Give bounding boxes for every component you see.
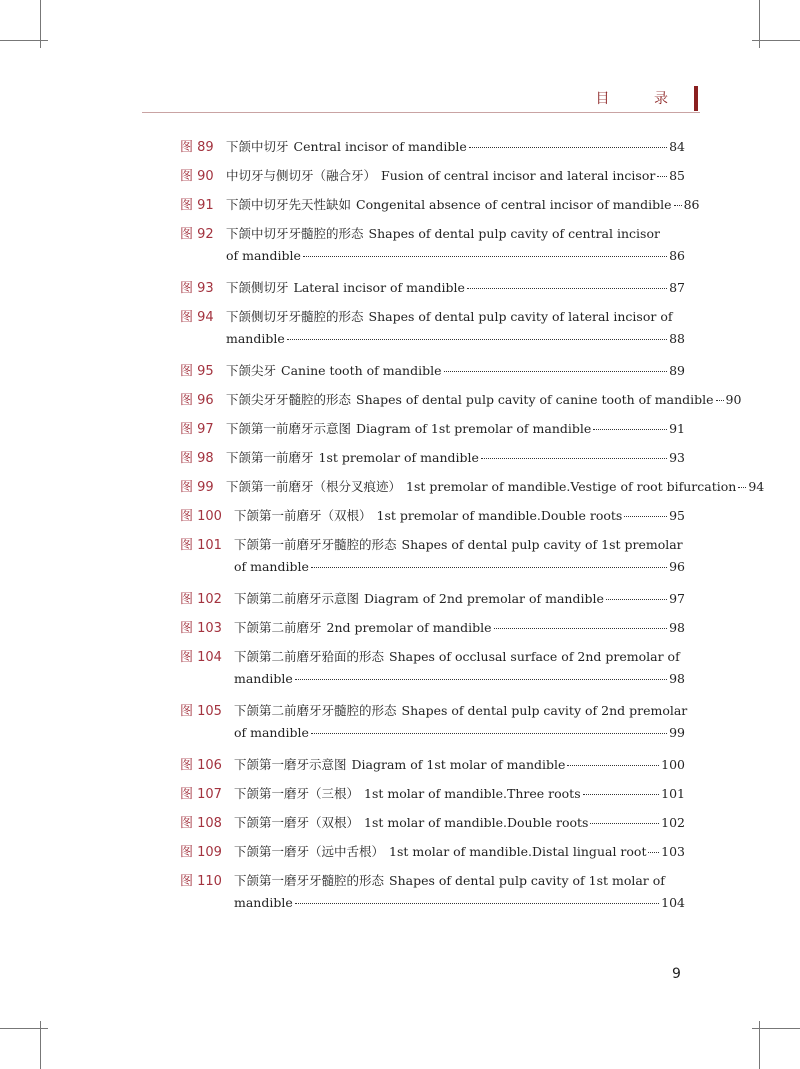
page-ref: 86 bbox=[683, 197, 700, 212]
dot-leader bbox=[590, 823, 659, 824]
dot-leader bbox=[311, 733, 667, 734]
page-ref: 97 bbox=[669, 591, 685, 606]
toc-entry[interactable] bbox=[180, 841, 685, 866]
page-number: 9 bbox=[672, 966, 681, 982]
page-ref: 91 bbox=[669, 421, 685, 436]
toc-entry-line bbox=[180, 136, 685, 161]
page-ref: 87 bbox=[669, 280, 685, 295]
toc-entry-continuation bbox=[180, 331, 685, 356]
toc-entry-line bbox=[180, 165, 685, 190]
toc-entry-line bbox=[180, 476, 765, 501]
figure-number: 图 95 bbox=[180, 364, 214, 379]
figure-number: 图 107 bbox=[180, 787, 222, 802]
toc-entry-line bbox=[180, 360, 685, 385]
chinese-title: 下颌尖牙 bbox=[226, 363, 277, 378]
toc-entry-line bbox=[180, 389, 742, 414]
figure-number: 图 109 bbox=[180, 845, 222, 860]
toc-entry-line bbox=[180, 534, 685, 559]
toc-entry-line bbox=[180, 418, 685, 443]
dot-leader bbox=[624, 516, 667, 517]
dot-leader bbox=[303, 256, 667, 257]
english-title: Fusion of central incisor and lateral incisor bbox=[381, 168, 656, 183]
english-title: Diagram of 2nd premolar of mandible bbox=[364, 591, 604, 606]
page-ref: 96 bbox=[669, 559, 685, 574]
toc-entry-line bbox=[180, 194, 700, 219]
toc-entry-continuation bbox=[180, 248, 685, 273]
dot-leader bbox=[469, 147, 667, 148]
page-ref: 104 bbox=[661, 895, 685, 910]
toc-entry[interactable] bbox=[180, 476, 765, 501]
toc-entry[interactable] bbox=[180, 194, 700, 219]
dot-leader bbox=[444, 371, 668, 372]
figure-number: 图 94 bbox=[180, 310, 214, 325]
toc-entry-continuation bbox=[180, 895, 685, 920]
page-ref: 90 bbox=[725, 392, 742, 407]
chinese-title: 下颌中切牙牙髓腔的形态 bbox=[226, 226, 364, 241]
english-title: Shapes of dental pulp cavity of central incisor bbox=[368, 226, 660, 241]
dot-leader bbox=[716, 400, 724, 401]
chinese-title: 下颌第二前磨牙𬌗面的形态 bbox=[234, 649, 385, 664]
page-ref: 94 bbox=[748, 479, 765, 494]
dot-leader bbox=[311, 567, 667, 568]
dot-leader bbox=[295, 903, 659, 904]
toc-entry[interactable] bbox=[180, 360, 685, 385]
english-title: 1st premolar of mandible.Double roots bbox=[376, 508, 623, 523]
chinese-title: 下颌侧切牙牙髓腔的形态 bbox=[226, 309, 364, 324]
toc-entry-line bbox=[180, 505, 685, 530]
figure-number: 图 91 bbox=[180, 198, 214, 213]
english-title: 1st molar of mandible.Double roots bbox=[364, 815, 589, 830]
english-title: Shapes of dental pulp cavity of 1st premolar bbox=[401, 537, 683, 552]
chinese-title: 下颌第一磨牙（双根） bbox=[234, 815, 360, 830]
dot-leader bbox=[467, 288, 667, 289]
chinese-title: 下颌第一磨牙示意图 bbox=[234, 757, 347, 772]
page-ref: 101 bbox=[661, 786, 685, 801]
page-ref: 103 bbox=[661, 844, 685, 859]
chinese-title: 下颌第二前磨牙 bbox=[234, 620, 322, 635]
chinese-title: 下颌第一磨牙牙髓腔的形态 bbox=[234, 873, 385, 888]
page-ref: 93 bbox=[669, 450, 685, 465]
english-title: Central incisor of mandible bbox=[293, 139, 467, 154]
toc-entry-line bbox=[180, 783, 685, 808]
figure-number: 图 96 bbox=[180, 393, 214, 408]
toc-entry-continuation bbox=[180, 671, 685, 696]
english-title: 1st molar of mandible.Three roots bbox=[364, 786, 581, 801]
chinese-title: 中切牙与侧切牙（融合牙） bbox=[226, 168, 377, 183]
figure-number: 图 108 bbox=[180, 816, 222, 831]
page-ref: 98 bbox=[669, 671, 685, 686]
figure-number: 图 104 bbox=[180, 650, 222, 665]
crop-mark bbox=[0, 1028, 48, 1029]
figure-number: 图 99 bbox=[180, 480, 214, 495]
chinese-title: 下颌第一磨牙（三根） bbox=[234, 786, 360, 801]
english-title: Shapes of dental pulp cavity of 2nd premolar bbox=[401, 703, 688, 718]
figure-number: 图 90 bbox=[180, 169, 214, 184]
chinese-title: 下颌第一前磨牙 bbox=[226, 450, 314, 465]
figure-number: 图 105 bbox=[180, 704, 222, 719]
toc-entry[interactable] bbox=[180, 754, 685, 779]
dot-leader bbox=[606, 599, 667, 600]
toc-entry[interactable] bbox=[180, 646, 685, 696]
crop-mark bbox=[752, 40, 800, 41]
dot-leader bbox=[295, 679, 667, 680]
toc-entry[interactable] bbox=[180, 617, 685, 642]
english-title: Congenital absence of central incisor of mandible bbox=[356, 197, 672, 212]
page-header-title: 目 录 bbox=[595, 91, 688, 107]
toc-entry[interactable] bbox=[180, 505, 685, 530]
toc-entry[interactable] bbox=[180, 418, 685, 443]
toc-entry-line bbox=[180, 646, 685, 671]
chinese-title: 下颌中切牙先天性缺如 bbox=[226, 197, 352, 212]
english-title-continued: mandible bbox=[226, 331, 285, 346]
figure-number: 图 106 bbox=[180, 758, 222, 773]
chinese-title: 下颌第二前磨牙牙髓腔的形态 bbox=[234, 703, 397, 718]
toc-entry-line bbox=[180, 306, 685, 331]
crop-mark bbox=[752, 1028, 800, 1029]
english-title-continued: of mandible bbox=[226, 248, 301, 263]
figure-number: 图 100 bbox=[180, 509, 222, 524]
toc-entry-line bbox=[180, 841, 685, 866]
toc-entry[interactable] bbox=[180, 136, 685, 161]
page-ref: 99 bbox=[669, 725, 685, 740]
header-accent-bar bbox=[694, 86, 698, 111]
toc-entry-line bbox=[180, 277, 685, 302]
english-title-continued: of mandible bbox=[234, 559, 309, 574]
dot-leader bbox=[593, 429, 667, 430]
toc-entry-line bbox=[180, 617, 685, 642]
dot-leader bbox=[657, 176, 667, 177]
english-title: 1st premolar of mandible.Vestige of root bifurcation bbox=[406, 479, 737, 494]
figure-number: 图 89 bbox=[180, 140, 214, 155]
english-title: Lateral incisor of mandible bbox=[293, 280, 465, 295]
figure-number: 图 98 bbox=[180, 451, 214, 466]
dot-leader bbox=[583, 794, 660, 795]
crop-mark bbox=[0, 40, 48, 41]
english-title: 2nd premolar of mandible bbox=[326, 620, 492, 635]
chinese-title: 下颌侧切牙 bbox=[226, 280, 289, 295]
chinese-title: 下颌尖牙牙髓腔的形态 bbox=[226, 392, 352, 407]
page-ref: 100 bbox=[661, 757, 685, 772]
figure-number: 图 101 bbox=[180, 538, 222, 553]
toc-entry-line bbox=[180, 812, 685, 837]
toc-entry-line bbox=[180, 700, 688, 725]
page-ref: 88 bbox=[669, 331, 685, 346]
figure-number: 图 102 bbox=[180, 592, 222, 607]
dot-leader bbox=[674, 205, 682, 206]
dot-leader bbox=[287, 339, 667, 340]
figure-number: 图 97 bbox=[180, 422, 214, 437]
chinese-title: 下颌第二前磨牙示意图 bbox=[234, 591, 360, 606]
dot-leader bbox=[567, 765, 659, 766]
toc-entry-line bbox=[180, 588, 685, 613]
english-title: Shapes of dental pulp cavity of 1st molar of bbox=[389, 873, 665, 888]
toc-entry[interactable] bbox=[180, 534, 685, 584]
page-ref: 95 bbox=[669, 508, 685, 523]
page-ref: 86 bbox=[669, 248, 685, 263]
header-rule bbox=[142, 112, 700, 113]
chinese-title: 下颌中切牙 bbox=[226, 139, 289, 154]
toc-entry[interactable] bbox=[180, 812, 685, 837]
page-ref: 102 bbox=[661, 815, 685, 830]
dot-leader bbox=[738, 487, 746, 488]
english-title: Diagram of 1st molar of mandible bbox=[351, 757, 566, 772]
english-title: Canine tooth of mandible bbox=[281, 363, 442, 378]
english-title-continued: of mandible bbox=[234, 725, 309, 740]
dot-leader bbox=[494, 628, 668, 629]
page-ref: 85 bbox=[669, 168, 685, 183]
english-title: 1st molar of mandible.Distal lingual root bbox=[389, 844, 647, 859]
dot-leader bbox=[481, 458, 667, 459]
figure-number: 图 110 bbox=[180, 874, 222, 889]
toc-entry-line bbox=[180, 447, 685, 472]
chinese-title: 下颌第一前磨牙（双根） bbox=[234, 508, 372, 523]
toc-entry[interactable] bbox=[180, 588, 685, 613]
toc-entry-line bbox=[180, 223, 685, 248]
toc-entry[interactable] bbox=[180, 870, 685, 920]
toc-entry[interactable] bbox=[180, 389, 742, 414]
chinese-title: 下颌第一前磨牙（根分叉痕迹） bbox=[226, 479, 402, 494]
chinese-title: 下颌第一前磨牙牙髓腔的形态 bbox=[234, 537, 397, 552]
toc-entry[interactable] bbox=[180, 277, 685, 302]
english-title: Shapes of dental pulp cavity of lateral incisor of bbox=[368, 309, 673, 324]
toc-entry[interactable] bbox=[180, 447, 685, 472]
english-title: 1st premolar of mandible bbox=[318, 450, 479, 465]
figure-number: 图 92 bbox=[180, 227, 214, 242]
english-title-continued: mandible bbox=[234, 895, 293, 910]
toc-entry-line bbox=[180, 870, 685, 895]
chinese-title: 下颌第一前磨牙示意图 bbox=[226, 421, 352, 436]
toc-entry-line bbox=[180, 754, 685, 779]
table-of-contents bbox=[180, 136, 765, 924]
english-title: Diagram of 1st premolar of mandible bbox=[356, 421, 592, 436]
toc-entry[interactable] bbox=[180, 165, 685, 190]
dot-leader bbox=[648, 852, 659, 853]
toc-entry[interactable] bbox=[180, 306, 685, 356]
figure-number: 图 93 bbox=[180, 281, 214, 296]
toc-entry[interactable] bbox=[180, 700, 688, 750]
english-title: Shapes of dental pulp cavity of canine tooth of mandible bbox=[356, 392, 714, 407]
chinese-title: 下颌第一磨牙（远中舌根） bbox=[234, 844, 385, 859]
page-ref: 98 bbox=[669, 620, 685, 635]
english-title-continued: mandible bbox=[234, 671, 293, 686]
figure-number: 图 103 bbox=[180, 621, 222, 636]
page-ref: 84 bbox=[669, 139, 685, 154]
toc-entry[interactable] bbox=[180, 783, 685, 808]
toc-entry[interactable] bbox=[180, 223, 685, 273]
toc-entry-continuation bbox=[180, 725, 685, 750]
english-title: Shapes of occlusal surface of 2nd premolar of bbox=[389, 649, 680, 664]
page-ref: 89 bbox=[669, 363, 685, 378]
toc-entry-continuation bbox=[180, 559, 685, 584]
